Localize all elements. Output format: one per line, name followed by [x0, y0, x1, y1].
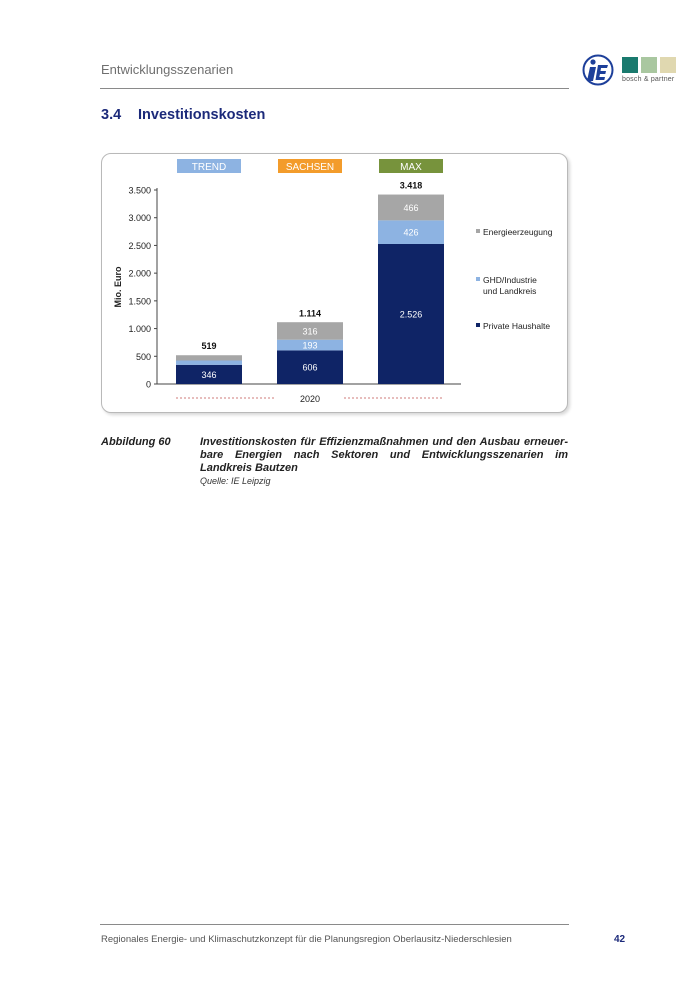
- section-number: 3.4: [101, 107, 122, 123]
- legend-label: und Landkreis: [483, 286, 537, 296]
- bar-segment: [176, 360, 242, 364]
- y-tick-label: 1.000: [128, 324, 151, 335]
- bar-segment-label: 346: [201, 369, 217, 380]
- section-title: Investitionskosten: [138, 107, 266, 123]
- figure-label: Abbildung 60: [101, 436, 171, 448]
- bar-total-label: 3.418: [399, 180, 423, 191]
- bar-total-label: 519: [201, 341, 217, 352]
- footer-text: Regionales Energie- und Klimaschutzkonzept für die Planungsregion Oberlausitz-Niederschlesien: [101, 934, 512, 945]
- footer-divider: [100, 924, 569, 925]
- header-title: Entwicklungsszenarien: [101, 62, 234, 77]
- figure-source: Quelle: IE Leipzig: [200, 476, 271, 486]
- legend-swatch: [476, 229, 480, 233]
- figure-caption: Investitionskosten für Effizienzmaßnahmen und den Ausbau erneuer-bare Energien nach Sektoren und Entwicklungsszenarien im Landkreis Bautzen: [200, 436, 568, 474]
- y-axis-title: Mio. Euro: [113, 266, 123, 308]
- scenario-tag-label: TREND: [191, 162, 227, 173]
- x-group-label: 2020: [299, 394, 321, 404]
- legend-label: GHD/Industrie: [483, 275, 537, 285]
- bar-segment-label: 2.526: [399, 309, 423, 320]
- investment-cost-chart: [101, 153, 567, 412]
- logo-square-icon: [660, 57, 676, 73]
- y-tick-label: 1.500: [128, 296, 151, 307]
- bar-segment: [176, 355, 242, 360]
- y-tick-label: 3.000: [128, 213, 151, 224]
- scenario-tag-label: MAX: [400, 162, 422, 173]
- legend-swatch: [476, 277, 480, 281]
- logo-square-icon: [622, 57, 638, 73]
- logo-text: bosch & partner: [622, 76, 675, 83]
- bar-segment-label: 426: [403, 227, 419, 238]
- bosch-partner-logo: [622, 57, 676, 83]
- y-tick-label: 2.500: [128, 240, 151, 251]
- legend-label: Energieerzeugung: [483, 227, 553, 237]
- section-heading: [101, 107, 265, 123]
- page-number: 42: [614, 934, 626, 945]
- legend-label: Private Haushalte: [483, 321, 551, 331]
- y-tick-label: 2.000: [128, 268, 151, 279]
- y-tick-label: 500: [135, 351, 151, 362]
- bar-segment-label: 606: [302, 362, 318, 373]
- ie-logo-icon: [582, 54, 614, 86]
- bar-segment-label: 466: [403, 202, 419, 213]
- bar-segment-label: 193: [302, 340, 318, 351]
- y-tick-label: 0: [145, 379, 151, 390]
- bar-total-label: 1.114: [298, 308, 322, 319]
- scenario-tag-label: SACHSEN: [285, 162, 335, 173]
- legend-swatch: [476, 323, 480, 327]
- bar-segment-label: 316: [302, 326, 318, 337]
- header-divider: [100, 88, 569, 89]
- logo-square-icon: [641, 57, 657, 73]
- y-tick-label: 3.500: [128, 185, 151, 196]
